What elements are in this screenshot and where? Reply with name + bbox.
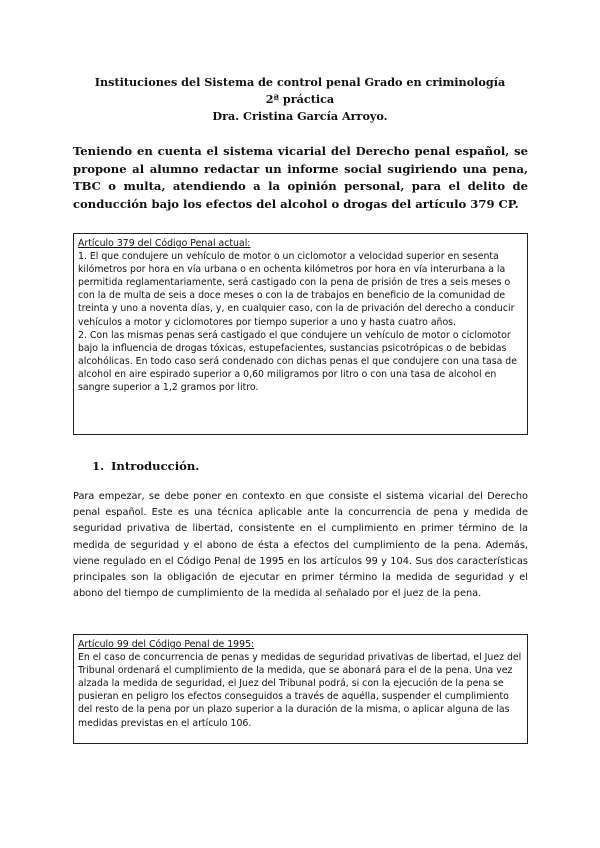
assignment-statement: Teniendo en cuenta el sistema vicarial del Derecho penal español, se propone al alumno redactar un informe social sugiriendo una pena, TBC o multa, atendiendo a la opinión personal, para el delito de conducción bajo los efectos del alcohol o drogas del artículo 379 CP. [73, 144, 528, 211]
section-title: Introducción. [111, 459, 200, 473]
author-name: Dra. Cristina García Arroyo. [212, 109, 388, 123]
section-number: 1. [92, 459, 105, 473]
course-title: Instituciones del Sistema de control penal Grado en criminología [94, 75, 506, 89]
article-99-text: En el caso de concurrencia de penas y medidas de seguridad privativas de libertad, el Juez del Tribunal ordenará el cumplimiento de la medida, que se abonará para el de la pena. Una vez alzada la medida de seguridad, el Juez del Tribunal podrá, si con la ejecución de la pena se pusieran en peligro los efectos conseguidos a través de aquélla, suspender el cumplimiento del resto de la pena por un plazo superior a la duración de la misma, o aplicar alguna de las medidas previstas en el artículo 106. [78, 652, 522, 729]
article-379-paragraph-1: 1. El que condujere un vehículo de motor o un ciclomotor a velocidad superior en sesenta kilómetros por hora en vía urbana o en ochenta kilómetros por hora en vía interurbana a la permitida reglamentariamente, será castigado con la pena de prisión de tres a seis meses o con la de multa de seis a doce meses o con la de trabajos en beneficio de la comunidad de treinta y uno a noventa días, y, en cualquier caso, con la de privación del derecho a conducir vehículos a motor y ciclomotores por tiempo superior a uno y hasta cuatro años. [78, 251, 515, 328]
introduction-paragraph: Para empezar, se debe poner en contexto en que consiste el sistema vicarial del Derecho penal español. Este es una técnica aplicable ante la concurrencia de pena y medida de seguridad privativa de libertad, consistente en el cumplimiento en primer término de la medida de seguridad y el abono de ésta a efectos del cumplimiento de la pena. Además, viene regulado en el Código Penal de 1995 en los artículos 99 y 104. Sus dos características principales son la obligación de ejecutar en primer término la medida de seguridad y el abono del tiempo de cumplimiento de la medida al señalado por el juez de la pena. [73, 491, 528, 600]
article-379-box [73, 233, 528, 435]
article-379-title: Artículo 379 del Código Penal actual: [78, 238, 251, 249]
introduction-body [73, 489, 528, 602]
article-379-paragraph-2: 2. Con las mismas penas será castigado el que condujere un vehículo de motor o ciclomotor bajo la influencia de drogas tóxicas, estupefacientes, sustancias psicotrópicas o de bebidas alcohólicas. En todo caso será condenado con dichas penas el que condujere con una tasa de alcohol en aire espirado superior a 0,60 miligramos por litro o con una tasa de alcohol en sangre superior a 1,2 gramos por litro. [78, 329, 517, 394]
document-header [0, 74, 600, 125]
article-99-box [73, 634, 528, 744]
section-heading [92, 458, 199, 475]
article-99-title: Artículo 99 del Código Penal de 1995: [78, 639, 255, 650]
practice-number: 2ª práctica [265, 92, 335, 106]
